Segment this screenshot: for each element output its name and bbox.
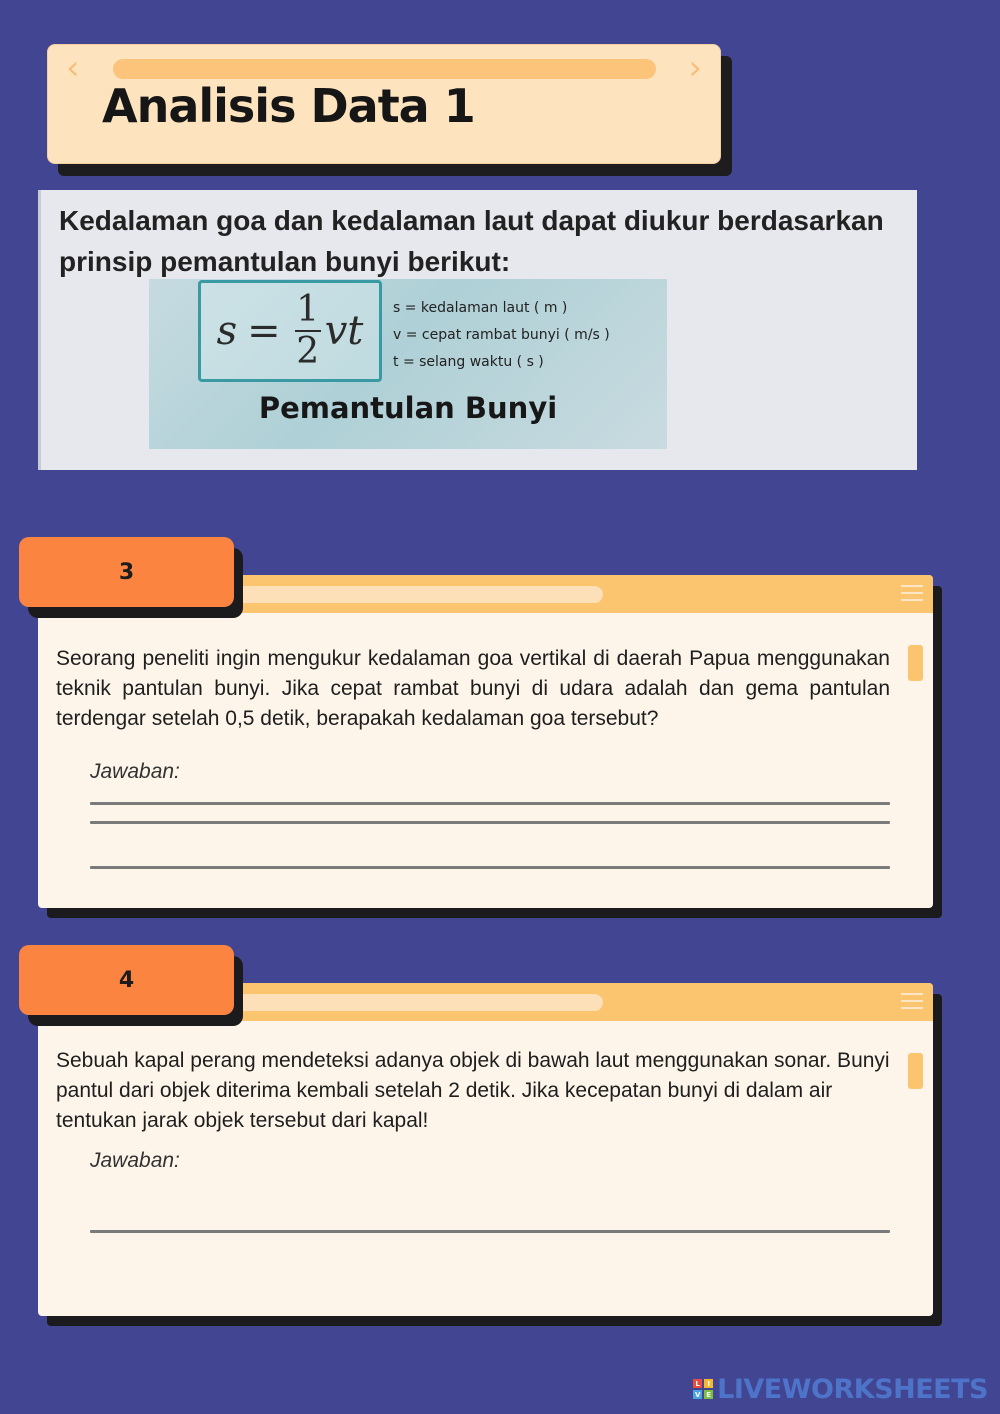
- liveworksheets-brand[interactable]: [693, 1372, 988, 1406]
- formula-numerator: 1: [296, 289, 320, 330]
- answer-line[interactable]: [90, 821, 890, 824]
- question-card-3: [38, 575, 933, 908]
- formula-fraction: [295, 290, 321, 372]
- question-header-bar: [188, 994, 603, 1011]
- menu-icon[interactable]: [901, 993, 923, 1011]
- logo-letter: L: [693, 1379, 702, 1388]
- formula-rhs: vt: [324, 308, 364, 354]
- logo-letter: E: [704, 1390, 713, 1399]
- chevron-left-icon[interactable]: ‹: [66, 48, 80, 88]
- intro-text: Kedalaman goa dan kedalaman laut dapat diukur berdasarkan prinsip pemantulan bunyi berikut:: [59, 205, 884, 277]
- question-number: 4: [118, 967, 135, 993]
- scrollbar-thumb[interactable]: [908, 645, 923, 681]
- legend-item: v = cepat rambat bunyi ( m/s ): [393, 327, 610, 343]
- liveworksheets-logo-icon: [693, 1379, 713, 1399]
- formula-lhs: s: [216, 308, 238, 354]
- question-card-4: [38, 983, 933, 1316]
- answer-line[interactable]: [90, 866, 890, 869]
- question-text: Seorang peneliti ingin mengukur kedalaman goa vertikal di daerah Papua menggunakan teknik pantulan bunyi. Jika cepat rambat bunyi di udara adalah dan gema pantulan terdengar setelah 0,5 detik, berapakah kedalaman goa tersebut?: [56, 647, 890, 730]
- formula-caption: Pemantulan Bunyi: [258, 391, 558, 425]
- answer-line[interactable]: [90, 1230, 890, 1233]
- formula-image: [149, 279, 667, 449]
- chevron-right-icon[interactable]: ›: [688, 48, 702, 88]
- logo-letter: I: [704, 1379, 713, 1388]
- question-text: Sebuah kapal perang mendeteksi adanya objek di bawah laut menggunakan sonar. Bunyi pantul dari objek diterima kembali setelah 2 detik. Jika kecepatan bunyi di dalam air tentukan jarak objek tersebut dari kapal!: [56, 1049, 890, 1132]
- title-window-bar: [113, 59, 656, 79]
- question-number-tab: [19, 537, 234, 607]
- page-title: Analisis Data 1: [102, 79, 475, 133]
- logo-letter: V: [694, 1390, 701, 1399]
- menu-icon[interactable]: [901, 585, 923, 603]
- answer-label: Jawaban:: [90, 1149, 180, 1172]
- formula-equals: =: [247, 308, 281, 354]
- answer-line[interactable]: [90, 802, 890, 805]
- question-header-bar: [188, 586, 603, 603]
- answer-label: Jawaban:: [90, 760, 180, 783]
- legend-item: s = kedalaman laut ( m ): [393, 300, 568, 316]
- brand-name: LIVEWORKSHEETS: [717, 1373, 988, 1405]
- formula-expression: [201, 283, 379, 379]
- scrollbar-thumb[interactable]: [908, 1053, 923, 1089]
- intro-panel: [38, 190, 917, 470]
- formula-box: [198, 280, 382, 382]
- question-number: 3: [118, 559, 135, 585]
- formula-denominator: 2: [296, 331, 320, 372]
- question-number-tab: [19, 945, 234, 1015]
- formula-legend: [393, 295, 610, 376]
- title-window: [47, 44, 721, 164]
- legend-item: t = selang waktu ( s ): [393, 354, 544, 370]
